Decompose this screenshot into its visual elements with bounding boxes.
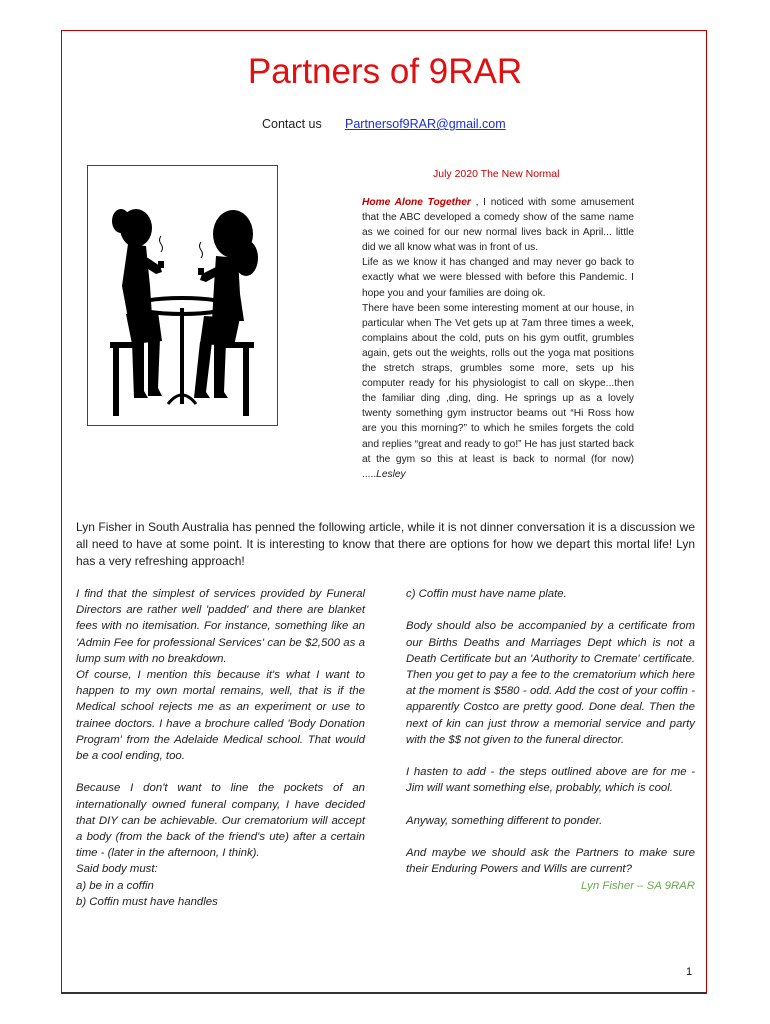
article-right-column (406, 586, 695, 894)
article-paragraph: Body should also be accompanied by a certificate from our Births Deaths and Marriages Dept which is not a Death Certificate but an 'Authority to Cremate' certificate. Then you get to pay a fee to the crematorium which here at the moment is $580 - odd. Add the cost of your coffin - apparently Costco are pretty good. Done deal. Then the next of kin can just throw a memorial service and party with the $$ not given to the funeral director. (406, 620, 695, 746)
newsletter-paragraph (362, 195, 634, 255)
newsletter-signature: Lesley (376, 468, 406, 480)
article-paragraph: And maybe we should ask the Partners to make sure their Enduring Powers and Wills are current? (406, 847, 695, 876)
newsletter-heading: July 2020 The New Normal (433, 168, 560, 180)
article-list-item: b) Coffin must have handles (76, 895, 218, 908)
page-number: 1 (686, 966, 693, 978)
article-paragraph: Said body must: (76, 863, 158, 876)
article-list-item: c) Coffin must have name plate. (406, 588, 567, 600)
newsletter-image (87, 165, 278, 426)
article-paragraph: I find that the simplest of services provided by Funeral Directors are rather well 'padded' and there are blanket fees with no itemisation. For instance, something like an 'Admin Fee for professional Services' can be $2,500 as a lump sum with no breakdown. (76, 588, 365, 665)
article-intro: Lyn Fisher in South Australia has penned the following article, while it is not dinner conversation it is a discussion we all need to have at some point. It is interesting to know that there are options for how we depart this mortal life! Lyn has a very refreshing approach! (76, 520, 695, 568)
article-paragraph: Anyway, something different to ponder. (406, 814, 603, 827)
women-at-cafe-table-silhouette-icon (88, 166, 277, 425)
newsletter-paragraph (362, 301, 634, 482)
newsletter-body (362, 195, 634, 482)
newsletter-text: There have been some interesting moment at our house, in particular when The Vet gets up at 7am three times a week, complains about the cold, puts on his gym outfit, grumbles again, gets out the weights, rolls out the yoga mat positions the stretch straps, grumbles some more, sets up his computer ready for his physiologist to call on skype...then the familiar ding ,ding, ding. He springs up as a lovely twenty something gym instructor beams out “Hi Ross how are you this morning?” to which he smiles forgets the cold and replies “great and ready to go!” He has just started back at the gym so this at least is back to normal (for now) ..... (362, 302, 634, 480)
contact-email-link[interactable]: Partnersof9RAR@gmail.com (345, 117, 506, 131)
article-left-column (76, 586, 365, 910)
article-paragraph: Because I don't want to line the pockets of an internationally owned funeral company, I have decided that DIY can be achievable. Our crematorium will accept a body (from the back of the friend's ute) after a certain time - (later in the afternoon, I think). (76, 782, 365, 860)
article-signoff: Lyn Fisher – SA 9RAR (581, 879, 695, 892)
newsletter-paragraph: Life as we know it has changed and may never go back to exactly what we were blessed with before this Pandemic. I hope you and your families are doing ok. (362, 257, 634, 299)
article-paragraph: I hasten to add - the steps outlined above are for me - Jim will want something else, probably, which is cool. (406, 766, 695, 795)
contact-line (262, 117, 506, 131)
contact-label: Contact us (262, 117, 322, 131)
article-list-item: a) be in a coffin (76, 879, 154, 892)
page-title: Partners of 9RAR (247, 52, 523, 91)
newsletter-text: , I noticed with some amusement that the ABC developed a comedy show of the same name as we coined for our new normal lives back in April... little did we all know what was in front of us. (362, 197, 634, 254)
newsletter-lead-title: Home Alone Together (362, 197, 471, 208)
article-paragraph: Of course, I mention this because it's what I want to happen to my own mortal remains, well, that is if the Medical school rejects me as an experiment or use to trainee doctors. I have a brochure called 'Body Donation Program' from the Adelaide Medical school. That would be a cool ending, too. (76, 669, 365, 763)
